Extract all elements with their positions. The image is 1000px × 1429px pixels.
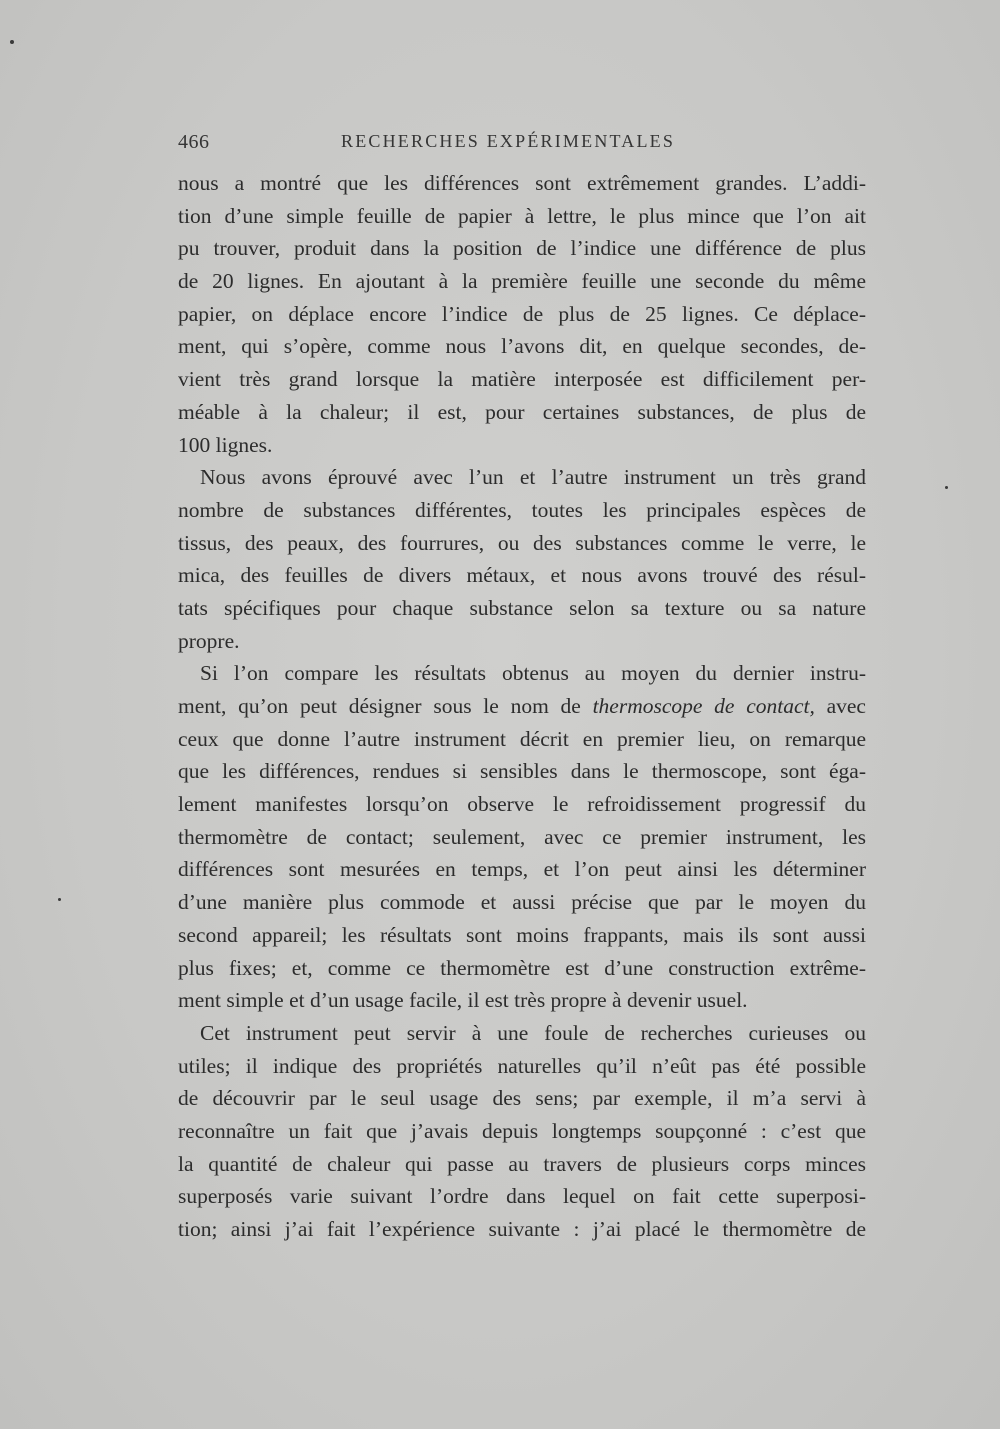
text-line <box>178 690 866 723</box>
text-line: lement manifestes lorsqu’on observe le refroidissement progressif du <box>178 792 866 817</box>
text-line: nombre de substances différentes, toutes les principales espèces de <box>178 497 866 522</box>
text-line: Nous avons éprouvé avec l’un et l’autre instrument un très grand <box>200 465 866 490</box>
paragraph <box>178 657 866 1017</box>
body-text <box>178 167 866 1246</box>
text-line: que les différences, rendues si sensibles dans le thermoscope, sont éga- <box>178 759 866 784</box>
ink-speck <box>945 486 948 489</box>
paragraph <box>178 167 866 461</box>
text-line: reconnaître un fait que j’avais depuis longtemps soupçonné : c’est que <box>178 1118 866 1143</box>
running-head <box>178 131 708 155</box>
text-line: différences sont mesurées en temps, et l’on peut ainsi les déterminer <box>178 857 866 882</box>
text-line: papier, on déplace encore l’indice de plus de 25 lignes. Ce déplace- <box>178 301 866 326</box>
text-line: tion d’une simple feuille de papier à lettre, le plus mince que l’on ait <box>178 203 866 228</box>
text-line: la quantité de chaleur qui passe au travers de plusieurs corps minces <box>178 1151 866 1176</box>
text-line: propre. <box>178 628 240 653</box>
text-line: nous a montré que les différences sont extrêmement grandes. L’addi- <box>178 171 866 195</box>
text-line: pu trouver, produit dans la position de l’indice une différence de plus <box>178 236 866 261</box>
text-line: vient très grand lorsque la matière interposée est difficilement per- <box>178 367 866 392</box>
text-line: second appareil; les résultats sont moins frappants, mais ils sont aussi <box>178 922 866 947</box>
text-segment: ment, qu’on peut désigner sous le nom de <box>178 694 593 718</box>
running-title: RECHERCHES EXPÉRIMENTALES <box>341 131 676 151</box>
text-line: de découvrir par le seul usage des sens; par exemple, il m’a servi à <box>178 1086 866 1111</box>
italic-term: thermoscope de contact, <box>592 694 815 718</box>
text-line: 100 lignes. <box>178 432 273 457</box>
text-line: superposés varie suivant l’ordre dans lequel on fait cette superposi- <box>178 1184 866 1209</box>
ink-speck <box>58 898 61 901</box>
text-line: ment, qui s’opère, comme nous l’avons dit, en quelque secondes, de- <box>178 334 866 359</box>
text-line: tats spécifiques pour chaque substance selon sa texture ou sa nature <box>178 595 866 620</box>
text-line: utiles; il indique des propriétés naturelles qu’il n’eût pas été possible <box>178 1053 866 1078</box>
text-segment: avec <box>814 694 866 718</box>
text-line: Si l’on compare les résultats obtenus au moyen du dernier instru- <box>200 661 866 686</box>
ink-speck <box>10 40 14 44</box>
text-line: mica, des feuilles de divers métaux, et nous avons trouvé des résul- <box>178 563 866 588</box>
text-line: thermomètre de contact; seulement, avec ce premier instrument, les <box>178 824 866 849</box>
text-line: ceux que donne l’autre instrument décrit en premier lieu, on remarque <box>178 726 866 751</box>
page-number: 466 <box>178 131 210 153</box>
text-line: ment simple et d’un usage facile, il est très propre à devenir usuel. <box>178 988 748 1013</box>
text-line: méable à la chaleur; il est, pour certaines substances, de plus de <box>178 399 866 424</box>
text-line: tion; ainsi j’ai fait l’expérience suivante : j’ai placé le thermomètre de <box>178 1217 866 1241</box>
text-line: de 20 lignes. En ajoutant à la première feuille une seconde du même <box>178 269 866 294</box>
text-line: tissus, des peaux, des fourrures, ou des substances comme le verre, le <box>178 530 866 555</box>
text-line: plus fixes; et, comme ce thermomètre est d’une construction extrême- <box>178 955 866 980</box>
text-line: Cet instrument peut servir à une foule de recherches curieuses ou <box>200 1020 866 1045</box>
paragraph <box>178 461 866 657</box>
text-line: d’une manière plus commode et aussi précise que par le moyen du <box>178 890 866 915</box>
paragraph <box>178 1017 866 1246</box>
